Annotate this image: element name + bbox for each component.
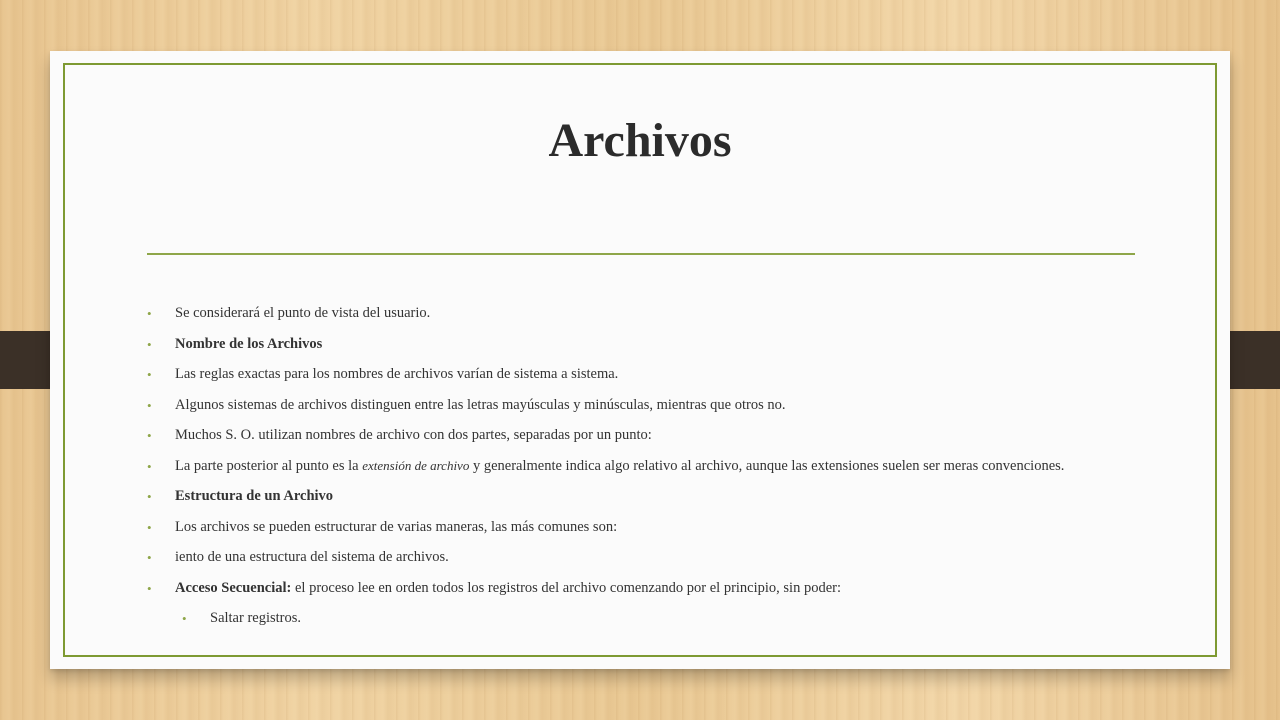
list-item (147, 517, 1064, 548)
emphasis-text: extensión de archivo (362, 457, 470, 473)
list-item (147, 578, 1064, 609)
bullet-icon: • (147, 367, 152, 382)
slide (50, 51, 1230, 669)
bullet-text: Los archivos se pueden estructurar de varias maneras, las más comunes son: (175, 518, 618, 535)
bullet-text: Las reglas exactas para los nombres de archivos varían de sistema a sistema. (175, 366, 619, 382)
list-item (147, 456, 1065, 487)
list-item (147, 364, 1064, 395)
bullet-text: el proceso lee en orden todos los registros del archivo comenzando por el principio, sin poder: (291, 579, 842, 596)
sub-list-item (175, 608, 1064, 639)
bullet-text: iento de una estructura del sistema de archivos. (175, 549, 449, 565)
bullet-icon: • (147, 428, 152, 443)
bullet-list (147, 303, 1065, 639)
slide-title: Archivos (548, 114, 732, 167)
title-divider (147, 253, 1135, 255)
bullet-text: Algunos sistemas de archivos distinguen entre las letras mayúsculas y minúsculas, mientras que otros no. (175, 396, 786, 413)
section-heading: Nombre de los Archivos (175, 335, 323, 352)
bullet-text: Se considerará el punto de vista del usuario. (175, 305, 431, 321)
bullet-text: Muchos S. O. utilizan nombres de archivo con dos partes, separadas por un punto: (175, 427, 652, 443)
bullet-text: La parte posterior al punto es la (175, 457, 363, 474)
bullet-icon: • (147, 458, 152, 474)
list-item (147, 303, 1064, 334)
list-item (147, 547, 1064, 578)
section-heading: Estructura de un Archivo (175, 488, 334, 504)
list-item (147, 334, 1064, 365)
list-item (147, 395, 1064, 426)
bullet-icon: • (147, 489, 152, 504)
list-item (147, 486, 1064, 517)
bullet-text: y generalmente indica algo relativo al archivo, aunque las extensiones suelen ser meras convenciones. (469, 457, 1065, 474)
bullet-icon: • (147, 519, 152, 535)
bullet-icon: • (182, 611, 187, 626)
bullet-icon: • (147, 580, 152, 596)
bullet-icon: • (147, 306, 152, 321)
bullet-label: Acceso Secuencial: (175, 579, 292, 596)
list-item (147, 425, 1064, 456)
bullet-icon: • (147, 550, 152, 565)
bullet-text: Saltar registros. (210, 610, 302, 626)
bullet-icon: • (147, 336, 152, 352)
bullet-icon: • (147, 397, 152, 413)
